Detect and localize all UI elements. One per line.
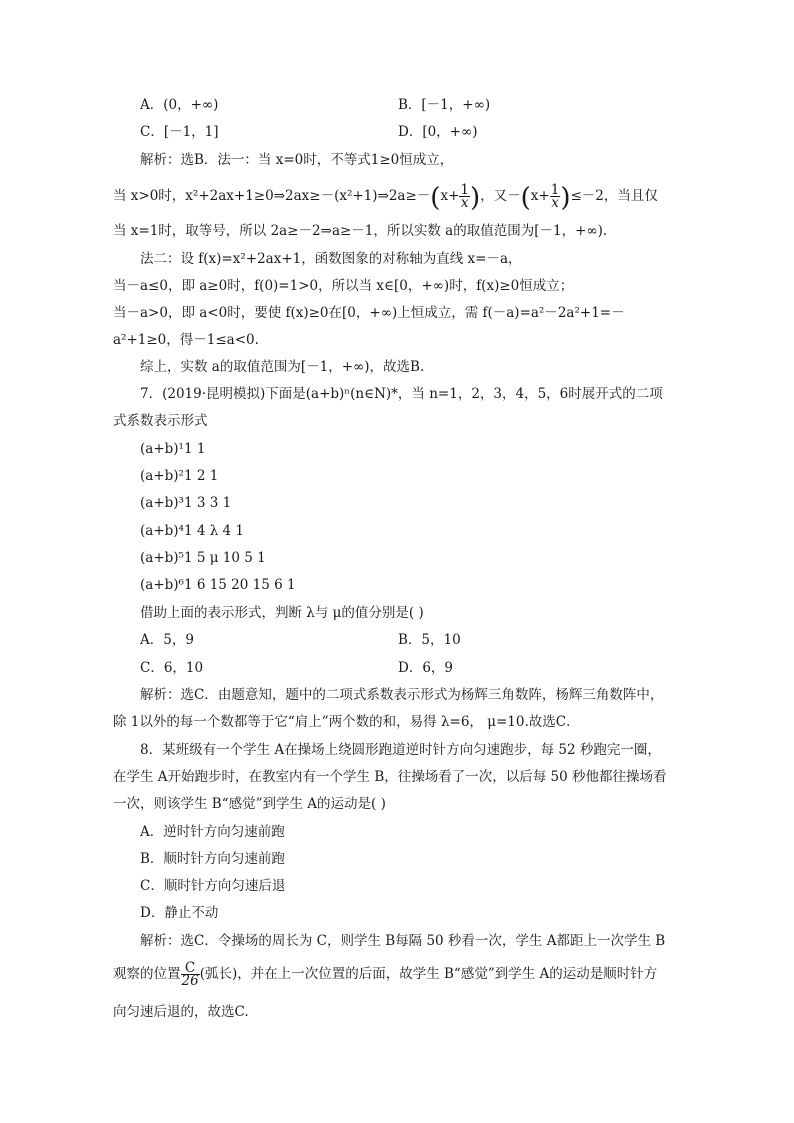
- solution-6-line-2-part-c: ≤－2，当且仅: [570, 188, 658, 204]
- q7-option-a: A．5，9: [140, 632, 194, 648]
- fraction-x-plus-2: x+: [530, 188, 550, 204]
- q8-option-a: A．逆时针方向匀速前跑: [140, 824, 285, 840]
- fraction-c-over-26: $\frac{C}{26}$: [181, 960, 199, 989]
- solution-8-line-2: [113, 962, 657, 987]
- q7-option-d: D．6，9: [398, 660, 454, 676]
- pascal-row-1: (a+b)¹1 1: [140, 441, 206, 457]
- solution-6-line-4: 法二：设 f(x)=x²+2ax+1，函数图象的对称轴为直线 x=－a，: [140, 251, 522, 267]
- solution-6-line-8: 综上，实数 a的取值范围为[－1，+∞)，故选B.: [140, 359, 425, 375]
- solution-6-line-3: 当 x=1时，取等号，所以 2a≥－2⇒a≥－1，所以实数 a的取值范围为[－1，+∞).: [113, 223, 608, 239]
- solution-8-line-2-part-a: 观察的位置: [113, 966, 181, 982]
- solution-8-line-1: 解析：选C．令操场的周长为 C，则学生 B每隔 50 秒看一次，学生 A都距上一次学生 B: [140, 933, 666, 949]
- pascal-row-6: (a+b)⁶1 6 15 20 15 6 1: [140, 577, 296, 593]
- question-7-line-2: 式系数表示形式: [113, 413, 208, 429]
- solution-8-line-3: 向匀速后退的，故选C.: [113, 1004, 249, 1020]
- solution-6-line-5: 当－a≤0，即 a≥0时，f(0)=1>0，所以当 x∈[0，+∞)时，f(x)≥0恒成立；: [113, 278, 574, 294]
- solution-7-line-2: 除 1以外的每一个数都等于它“肩上”两个数的和，易得 λ=6， μ=10.故选C．: [113, 714, 580, 730]
- pascal-row-2: (a+b)²1 2 1: [140, 468, 219, 484]
- fraction-one-over-x: $\frac{1}{x}$: [460, 182, 469, 211]
- solution-6-line-7: a²+1≥0，得－1≤a<0.: [113, 332, 259, 348]
- solution-6-line-2-part-b: ，又－: [480, 188, 521, 204]
- q6-option-c: C．[－1，1]: [140, 124, 219, 140]
- q8-option-b: B．顺时针方向匀速前跑: [140, 851, 285, 867]
- fraction-one-over-x-2: $\frac{1}{x}$: [550, 182, 560, 211]
- solution-6-line-6: 当－a>0，即 a<0时，要使 f(x)≥0在[0，+∞)上恒成立，需 f(－a)=a²－2a²+1=－: [113, 305, 625, 321]
- q7-option-b: B．5，10: [398, 632, 461, 648]
- q8-option-d: D．静止不动: [140, 905, 219, 921]
- question-7-line-1: 7．(2019·昆明模拟)下面是(a+b)ⁿ(n∈N)*，当 n=1，2，3，4，5，6时展开式的二项: [140, 386, 663, 402]
- q8-option-c: C．顺时针方向匀速后退: [140, 878, 286, 894]
- question-8-line-3: 一次，则该学生 B“感觉”到学生 A的运动是( ): [113, 796, 386, 812]
- question-8-line-2: 在学生 A开始跑步时，在教室内有一个学生 B，往操场看了一次，以后每 50 秒他都往操场看: [113, 769, 667, 785]
- solution-8-line-2-part-b: (弧长)，并在上一次位置的后面，故学生 B“感觉”到学生 A的运动是顺时针方: [199, 966, 658, 982]
- solution-6-line-1: 解析：选B．法一：当 x=0时，不等式1≥0恒成立，: [140, 152, 454, 168]
- solution-7-line-1: 解析：选C．由题意知，题中的二项式系数表示形式为杨辉三角数阵，杨辉三角数阵中，: [140, 687, 664, 703]
- q7-option-c: C．6，10: [140, 660, 204, 676]
- solution-6-line-2-part-a: 当 x>0时，x²+2ax+1≥0⇒2ax≥－(x²+1)⇒2a≥－: [113, 188, 431, 204]
- question-7-line-3: 借助上面的表示形式，判断 λ与 μ的值分别是( ): [140, 605, 424, 621]
- q6-option-d: D．[0，+∞): [398, 124, 478, 140]
- pascal-row-5: (a+b)⁵1 5 μ 10 5 1: [140, 550, 266, 566]
- pascal-row-4: (a+b)⁴1 4 λ 4 1: [140, 523, 245, 539]
- question-8-line-1: 8．某班级有一个学生 A在操场上绕圆形跑道逆时针方向匀速跑步，每 52 秒跑完一圈，: [140, 742, 661, 758]
- fraction-x-plus: x+: [440, 188, 460, 204]
- solution-6-line-2: 当 x>0时，x²+2ax+1≥0⇒2ax≥－(x²+1)⇒2a≥－(x+ $\frac{1}{x}$ )，又－(x+ $\frac{1}{x}$ )≤－2，当且仅: [113, 182, 658, 213]
- q6-option-b: B．[－1，+∞): [398, 97, 491, 113]
- q6-option-a: A．(0，+∞): [140, 97, 219, 113]
- pascal-row-3: (a+b)³1 3 3 1: [140, 495, 232, 511]
